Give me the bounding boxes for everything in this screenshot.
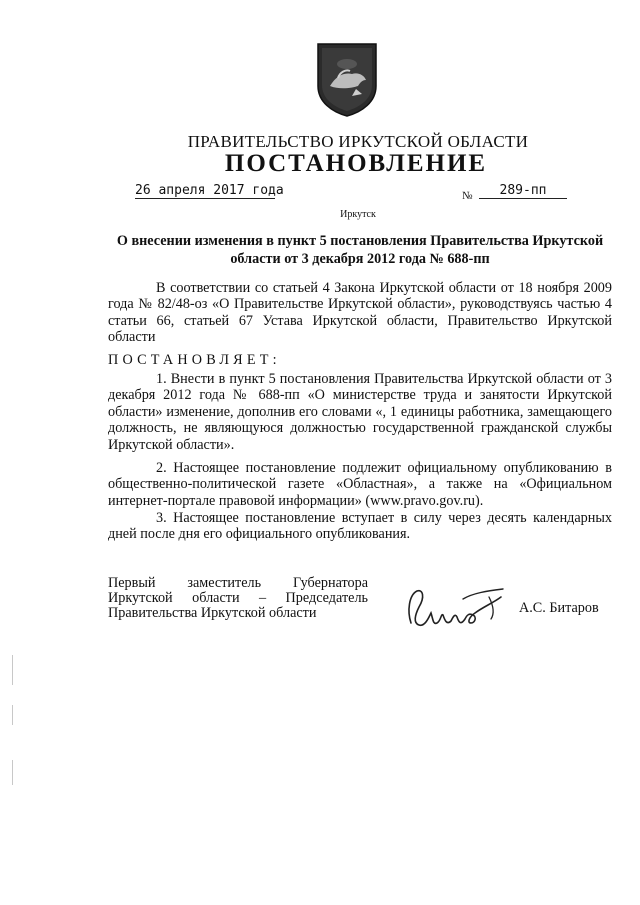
signer-position: [108, 576, 368, 621]
signer-position-line2: Иркутской области – Председатель: [108, 590, 368, 606]
preamble-paragraph: В соответствии со статьей 4 Закона Иркутской области от 18 ноября 2009 года № 82/48-оз «О Правительстве Иркутской области», руководствуясь частью 4 статьи 66, статьей 67 Устава Иркутской области, Правительство Иркутской области: [108, 280, 612, 346]
scan-edge-mark: [12, 705, 13, 725]
document-heading: О внесении изменения в пункт 5 постановления Правительства Иркутской области от 3 декабря 2012 года № 688-пп: [116, 233, 604, 267]
document-date: 26 апреля 2017 года: [135, 183, 284, 198]
signer-position-line3: Правительства Иркутской области: [108, 605, 317, 621]
coat-of-arms-icon: [316, 42, 378, 117]
item-2-paragraph: 2. Настоящее постановление подлежит официальному опубликованию в общественно-политической газете «Областная», а также на «Официальном интернет-портале правовой информации» (www.pravo.gov.ru).: [108, 460, 612, 509]
signer-position-line1: Первый заместитель Губернатора: [108, 575, 368, 591]
document-number: 289-пп: [479, 183, 567, 199]
document-type-title: ПОСТАНОВЛЕНИЕ: [224, 150, 488, 177]
handwritten-signature: [403, 583, 513, 633]
item-1-paragraph: 1. Внести в пункт 5 постановления Правительства Иркутской области от 3 декабря 2012 года № 688-пп «О министерстве труда и занятости Иркутской области» изменение, дополнив его словами «, 1 единицы работника, замещающего должность, не являющуюся должностью государственной гражданской службы Иркутской области».: [108, 371, 612, 453]
signer-name: А.С. Битаров: [519, 600, 599, 616]
resolves-word: ПОСТАНОВЛЯЕТ:: [108, 352, 281, 368]
scan-edge-mark: [12, 760, 13, 785]
city-name: Иркутск: [340, 209, 376, 220]
government-name: ПРАВИТЕЛЬСТВО ИРКУТСКОЙ ОБЛАСТИ: [187, 132, 529, 151]
item-3-paragraph: 3. Настоящее постановление вступает в силу через десять календарных дней после дня его официального опубликования.: [108, 510, 612, 543]
scan-edge-mark: [12, 655, 13, 685]
number-label: №: [462, 190, 473, 202]
